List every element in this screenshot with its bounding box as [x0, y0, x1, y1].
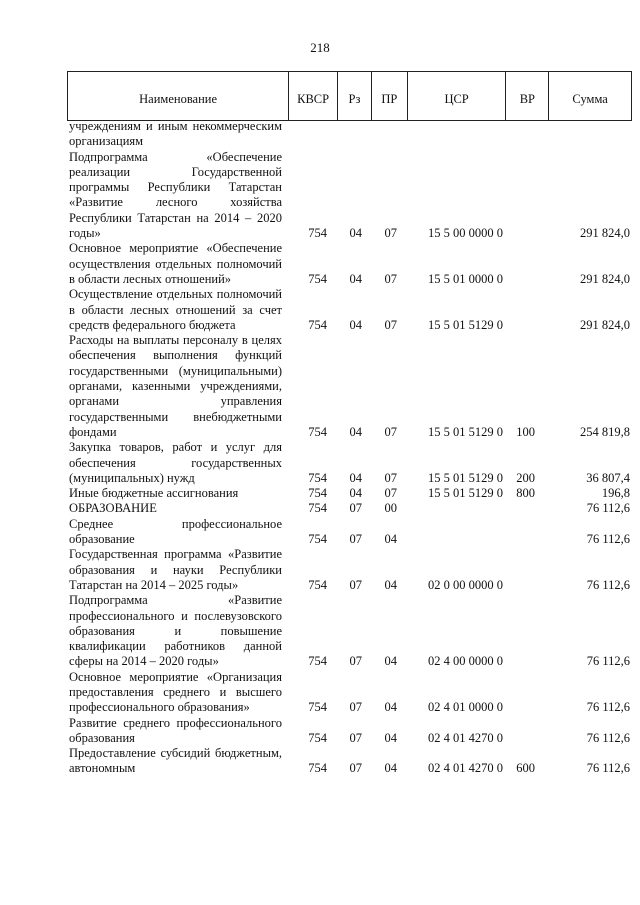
- row-csr: 15 5 01 5129 0: [428, 486, 503, 501]
- row-pr: 04: [384, 577, 397, 592]
- row-name: Закупка товаров, работ и услуг для обеспечения государственных (муниципальных) нужд: [69, 440, 282, 485]
- row-csr: 15 5 00 0000 0: [428, 226, 503, 241]
- row-name: Подпрограмма «Обеспечение реализации Государственной программы Республики Татарстан «Развитие лесного хозяйства Республики Татарстан на 2014 – 2020 годы»: [69, 149, 282, 241]
- table-row: [67, 287, 632, 333]
- table-row: [67, 440, 632, 486]
- row-sum: 76 112,6: [586, 700, 630, 715]
- row-kvsr: 754: [308, 424, 327, 439]
- table-row: [67, 746, 632, 777]
- row-rz: 04: [349, 424, 362, 439]
- row-kvsr: 754: [308, 501, 327, 516]
- row-rz: 07: [349, 761, 362, 776]
- row-csr: 02 0 00 0000 0: [428, 577, 503, 592]
- row-pr: 07: [384, 271, 397, 286]
- row-sum: 76 112,6: [586, 654, 630, 669]
- row-sum: 291 824,0: [580, 317, 630, 332]
- row-rz: 07: [349, 654, 362, 669]
- row-csr: 02 4 01 0000 0: [428, 700, 503, 715]
- row-rz: 04: [349, 470, 362, 485]
- table-row: [67, 593, 632, 669]
- row-pr: 07: [384, 424, 397, 439]
- row-name: Государственная программа «Развитие образования и науки Республики Татарстан на 2014 – 2025 годы»: [69, 547, 282, 592]
- row-csr: 02 4 01 4270 0: [428, 761, 503, 776]
- row-name: Расходы на выплаты персоналу в целях обеспечения выполнения функций государственными (муниципальными) органами, казенными учреждениями, органами управления государственными внебюджетными фондами: [69, 333, 282, 439]
- row-vr: 100: [516, 424, 535, 439]
- row-name: Предоставление субсидий бюджетным, автономным: [69, 746, 282, 776]
- table-row: [67, 670, 632, 716]
- row-rz: 04: [349, 317, 362, 332]
- row-pr: 04: [384, 532, 397, 547]
- row-name: Основное мероприятие «Организация предоставления среднего и высшего профессионального образования»: [69, 669, 282, 715]
- row-csr: 15 5 01 5129 0: [428, 424, 503, 439]
- row-vr: 800: [516, 486, 535, 501]
- header-csr: ЦСР: [407, 72, 506, 120]
- row-csr: 02 4 00 0000 0: [428, 654, 503, 669]
- table-row: [67, 121, 632, 150]
- row-sum: 291 824,0: [580, 271, 630, 286]
- row-kvsr: 754: [308, 317, 327, 332]
- table-row: [67, 333, 632, 440]
- row-rz: 04: [349, 271, 362, 286]
- row-name: Основное мероприятие «Обеспечение осуществления отдельных полномочий в области лесных отношений»: [69, 241, 282, 286]
- row-kvsr: 754: [308, 486, 327, 501]
- row-csr: 15 5 01 5129 0: [428, 470, 503, 485]
- header-kvsr: КВСР: [288, 72, 337, 120]
- row-rz: 07: [349, 730, 362, 745]
- header-pr: ПР: [371, 72, 407, 120]
- row-name: Осуществление отдельных полномочий в области лесных отношений за счет средств федерального бюджета: [69, 287, 282, 332]
- row-name: Иные бюджетные ассигнования: [69, 486, 239, 501]
- header-vr: ВР: [505, 72, 548, 120]
- table-body: [67, 121, 632, 777]
- row-kvsr: 754: [308, 700, 327, 715]
- header-sum: Сумма: [548, 72, 631, 120]
- row-csr: 15 5 01 0000 0: [428, 271, 503, 286]
- row-sum: 196,8: [601, 486, 630, 501]
- row-rz: 04: [349, 226, 362, 241]
- row-kvsr: 754: [308, 730, 327, 745]
- row-sum: 76 112,6: [586, 577, 630, 592]
- table-row: [67, 547, 632, 593]
- row-kvsr: 754: [308, 532, 327, 547]
- row-sum: 36 807,4: [586, 470, 630, 485]
- row-rz: 07: [349, 700, 362, 715]
- row-name: Среднее профессиональное образование: [69, 516, 282, 547]
- row-csr: 02 4 01 4270 0: [428, 730, 503, 745]
- header-rz: Рз: [337, 72, 371, 120]
- table-row: [67, 517, 632, 548]
- row-pr: 07: [384, 486, 397, 501]
- row-pr: 00: [384, 501, 397, 516]
- row-sum: 76 112,6: [586, 761, 630, 776]
- row-kvsr: 754: [308, 470, 327, 485]
- row-pr: 07: [384, 226, 397, 241]
- row-sum: 291 824,0: [580, 226, 630, 241]
- row-rz: 07: [349, 501, 362, 516]
- row-vr: 600: [516, 761, 535, 776]
- row-pr: 04: [384, 761, 397, 776]
- row-kvsr: 754: [308, 577, 327, 592]
- row-pr: 07: [384, 470, 397, 485]
- table-row: [67, 150, 632, 242]
- table-row: [67, 486, 632, 501]
- row-csr: 15 5 01 5129 0: [428, 317, 503, 332]
- row-rz: 04: [349, 486, 362, 501]
- row-name: ОБРАЗОВАНИЕ: [69, 501, 157, 516]
- row-pr: 04: [384, 654, 397, 669]
- row-sum: 254 819,8: [580, 424, 630, 439]
- row-name: Подпрограмма «Развитие профессионального и послевузовского образования и повышение квалификации работников данной сферы на 2014 – 2020 годы»: [69, 593, 282, 669]
- page-number: 218: [310, 40, 330, 55]
- row-pr: 04: [384, 730, 397, 745]
- row-sum: 76 112,6: [586, 501, 630, 516]
- table-row: [67, 241, 632, 287]
- row-name: Развитие среднего профессионального образования: [69, 715, 282, 745]
- row-name: учреждениям и иным некоммерческим организациям: [69, 119, 282, 149]
- row-kvsr: 754: [308, 271, 327, 286]
- header-name: Наименование: [139, 91, 218, 106]
- row-rz: 07: [349, 532, 362, 547]
- budget-table: [67, 71, 632, 777]
- row-kvsr: 754: [308, 761, 327, 776]
- row-sum: 76 112,6: [586, 532, 630, 547]
- row-sum: 76 112,6: [586, 730, 630, 745]
- table-header: [67, 71, 632, 121]
- table-row: [67, 716, 632, 747]
- row-kvsr: 754: [308, 654, 327, 669]
- row-pr: 04: [384, 700, 397, 715]
- table-row: [67, 501, 632, 516]
- row-rz: 07: [349, 577, 362, 592]
- row-vr: 200: [516, 470, 535, 485]
- row-pr: 07: [384, 317, 397, 332]
- row-kvsr: 754: [308, 226, 327, 241]
